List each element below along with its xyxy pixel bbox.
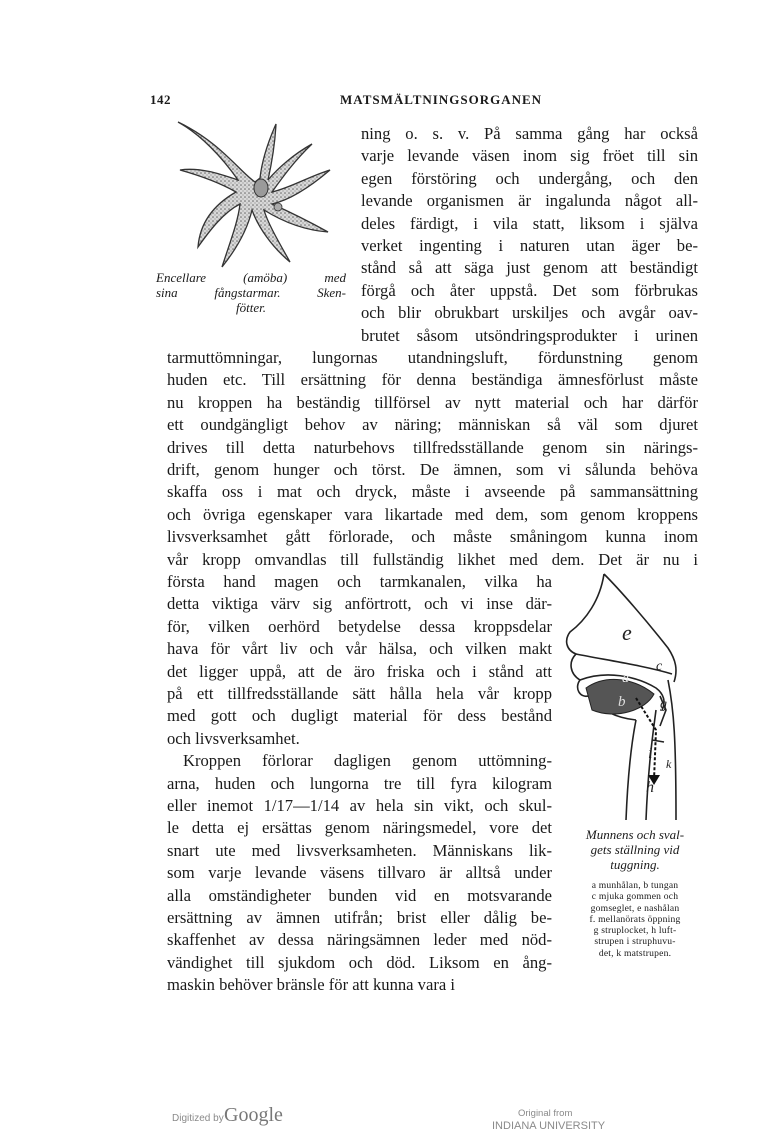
text-line: le detta ej ersättas genom näringsmedel, vore det [167,818,552,838]
text-line: detta viktiga värv sig anförtrott, och vi inse där- [167,594,552,614]
amoeba-caption [156,270,346,315]
throat-illustration [556,570,706,820]
legend-line: det, k matstrupen. [598,947,672,959]
text-line: ett oundgängligt behov av näring; människan så väl som djuret [167,415,698,435]
original-from [518,1108,572,1119]
digitized-by [172,1113,224,1124]
text-line: stånd så att säga just genom att beständigt [361,258,698,278]
text-line: verket ingenting i naturen utan äger be- [361,236,698,255]
label-i: i [648,745,653,762]
label-a: a [622,671,629,686]
text-line: deles färdigt, i vila statt, liksom i själva [361,213,698,233]
text-line: skaffa oss i mat och dryck, måste i avseende på sammansättning [167,482,698,502]
page-number: 142 [150,92,171,107]
text-line: som varje levande väsens tillvaro är alltså under [167,863,552,883]
text-line: levande organismen är ingalunda något all- [361,191,698,211]
legend-line: gomseglet, e nashålan [590,902,680,914]
digitized-by-label: Digitized by [172,1113,224,1124]
text-line: första hand magen och tarmkanalen, vilka ha [167,572,552,591]
text-line: och övriga egenskaper vara likartade med dem, som genom kroppens [167,504,698,524]
text-line: drives till detta naturbehovs tillfredsställande genom sin närings- [167,437,698,457]
text-line: på ett tillfredsställande sätt hålla hela vår kropp [167,684,552,703]
text-line: nu kroppen ha beständig tillförsel av nytt material och har därför [167,392,698,412]
text-line: vår kropp omvandlas till fullständig likhet med dem. Det är nu i [167,549,698,569]
text-line: ersättning av ämnen utifrån; brist eller dålig be- [167,908,552,927]
amoeba-caption-line: sina fångstarmar. Sken- [156,285,346,300]
text-line: eller inemot 1/17—1/14 av hela sin vikt, och skul- [167,796,552,815]
text-line: ning o. s. v. På samma gång har också [361,124,698,143]
text-line: och livsverksamhet. [167,728,300,748]
text-line: med gott och dugligt material för dess bestånd [167,706,552,726]
text-line: vändighet till sjukdom och död. Liksom en ång- [167,952,552,972]
legend-line: g struplocket, h luft- [593,925,677,937]
google-logo-text: Google [224,1104,283,1126]
text-line: maskin behöver bränsle för att kunna vara i [167,975,455,995]
label-c: c [656,659,663,674]
label-k: k [666,757,672,771]
legend-line: a munhålan, b tungan [591,880,679,891]
label-h: h [646,779,654,796]
text-line: huden etc. Till ersättning för denna beständiga ämnesförlust måste [167,370,698,390]
text-line: och blir obrukbart urskiljes och avgår oav- [361,303,698,323]
label-b: b [618,694,626,710]
amoeba-illustration [160,112,350,277]
google-logo [224,1104,283,1127]
throat-caption-line: gets ställning vid [590,842,680,857]
institution [492,1120,605,1132]
amoeba-caption-line: Encellare (amöba) med [156,270,346,285]
legend-line: f. mellanörats öppning [589,913,681,925]
text-line: egen förstöring och undergång, och den [361,168,698,188]
text-line: för, vilken oerhörd betydelse dessa kroppsdelar [167,616,552,636]
text-line: livsverksamhet gått förlorade, och måste småningom kunna inom [167,527,698,547]
amoeba-caption-line: fötter. [236,300,266,315]
text-line: tarmuttömningar, lungornas utandningsluft, fördunstning genom [167,348,698,367]
text-line: varje levande väsen inom sig fröet till sin [361,146,698,166]
institution-label: INDIANA UNIVERSITY [492,1120,606,1132]
text-line: snart ute med livsverksamheten. Människans lik- [167,840,552,860]
text-line: Kroppen förlorar dagligen genom uttömning- [183,751,552,771]
text-line: arna, huden och lungorna tre till fyra kilogram [167,773,552,793]
legend-line: c mjuka gommen och [591,891,679,903]
text-line: det ligger uppå, att de äro friska och i stånd att [167,661,552,681]
throat-caption-title [560,827,710,872]
legend-line: strupen i struphuvu- [594,936,676,948]
text-line: brutet såsom utsöndringsprodukter i urinen [361,325,698,345]
text-line: förgå och åter uppstå. Det som förbrukas [361,280,698,300]
original-from-label: Original from [518,1108,573,1119]
label-g: g [660,697,667,712]
throat-caption-line: tuggning. [610,857,660,872]
text-line: drift, genom hunger och törst. De ämnen, som vi sålunda behöva [167,460,698,479]
throat-caption-line: Munnens och sval- [585,827,685,842]
text-line: skaffenhet av dessa näringsämnen leder med nöd- [167,930,552,950]
page-title: MATSMÄLTNINGSORGANEN [340,92,543,107]
text-line: alla omständigheter bunden vid en motsvarande [167,885,552,905]
throat-caption-legend [560,880,710,959]
text-line: hava för vårt liv och vår hälsa, och vilken makt [167,639,552,659]
label-e: e [622,620,632,645]
